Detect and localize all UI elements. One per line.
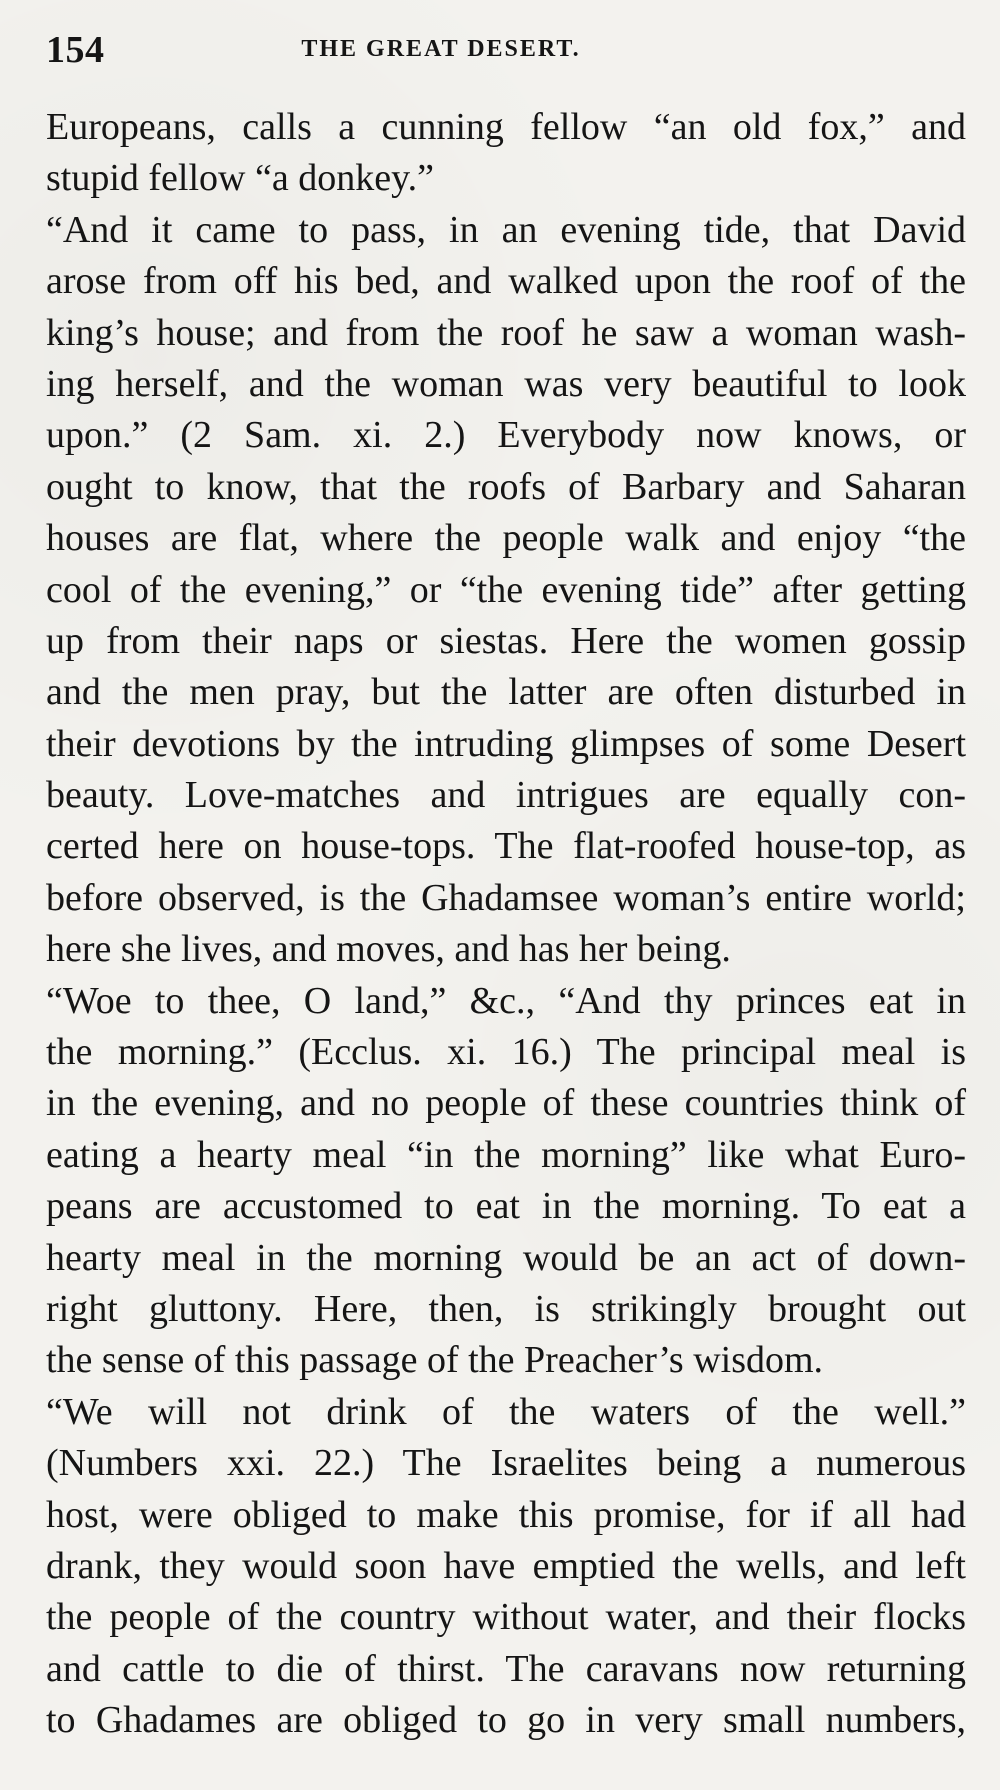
- text-line: the sense of this passage of the Preacher’s wisdom.: [46, 1339, 824, 1382]
- text-line: arose from off his bed, and walked upon the roof of the: [46, 260, 966, 303]
- text-line: king’s house; and from the roof he saw a woman wash-: [46, 311, 966, 354]
- text-line: the morning.” (Ecclus. xi. 16.) The principal meal is: [46, 1031, 966, 1074]
- text-line: (Numbers xxi. 22.) The Israelites being a numerous: [46, 1442, 966, 1485]
- text-line: ing herself, and the woman was very beautiful to look: [46, 362, 966, 405]
- text-line: and the men pray, but the latter are often disturbed in: [46, 671, 966, 714]
- text-line: right gluttony. Here, then, is strikingly brought out: [46, 1287, 966, 1330]
- page-header: [46, 28, 956, 84]
- text-line: Europeans, calls a cunning fellow “an old fox,” and: [46, 106, 966, 148]
- text-line: before observed, is the Ghadamsee woman’s entire world;: [46, 876, 966, 919]
- text-line: eating a hearty meal “in the morning” like what Euro-: [46, 1133, 966, 1176]
- text-line: ought to know, that the roofs of Barbary and Saharan: [46, 465, 966, 508]
- text-line: certed here on house-tops. The flat-roofed house-top, as: [46, 825, 966, 868]
- text-line: “We will not drink of the waters of the well.”: [46, 1390, 966, 1433]
- text-line: drank, they would soon have emptied the wells, and left: [46, 1544, 966, 1587]
- text-line: cool of the evening,” or “the evening tide” after getting: [46, 568, 966, 611]
- text-line: “Woe to thee, O land,” &c., “And thy princes eat in: [46, 979, 966, 1022]
- text-line: “And it came to pass, in an evening tide, that David: [46, 208, 966, 251]
- text-line: the people of the country without water, and their flocks: [46, 1596, 966, 1639]
- text-line: in the evening, and no people of these countries think of: [46, 1082, 966, 1125]
- running-title: THE GREAT DESERT.: [301, 36, 581, 62]
- text-line: houses are flat, where the people walk and enjoy “the: [46, 517, 966, 560]
- text-line: here she lives, and moves, and has her being.: [46, 928, 731, 971]
- text-line: hearty meal in the morning would be an act of down-: [46, 1236, 966, 1279]
- text-line: up from their naps or siestas. Here the women gossip: [46, 619, 966, 662]
- page-number: 154: [46, 29, 105, 71]
- text-line: stupid fellow “a donkey.”: [46, 157, 434, 200]
- text-line: their devotions by the intruding glimpses of some Desert: [46, 722, 966, 765]
- text-line: peans are accustomed to eat in the morning. To eat a: [46, 1185, 966, 1228]
- text-line: beauty. Love-matches and intrigues are equally con-: [46, 774, 966, 817]
- text-line: to Ghadames are obliged to go in very small numbers,: [46, 1699, 966, 1742]
- text-line: host, were obliged to make this promise, for if all had: [46, 1493, 966, 1536]
- text-line: and cattle to die of thirst. The caravans now returning: [46, 1647, 966, 1690]
- text-line: upon.” (2 Sam. xi. 2.) Everybody now knows, or: [46, 414, 966, 457]
- body-text: [46, 102, 966, 1747]
